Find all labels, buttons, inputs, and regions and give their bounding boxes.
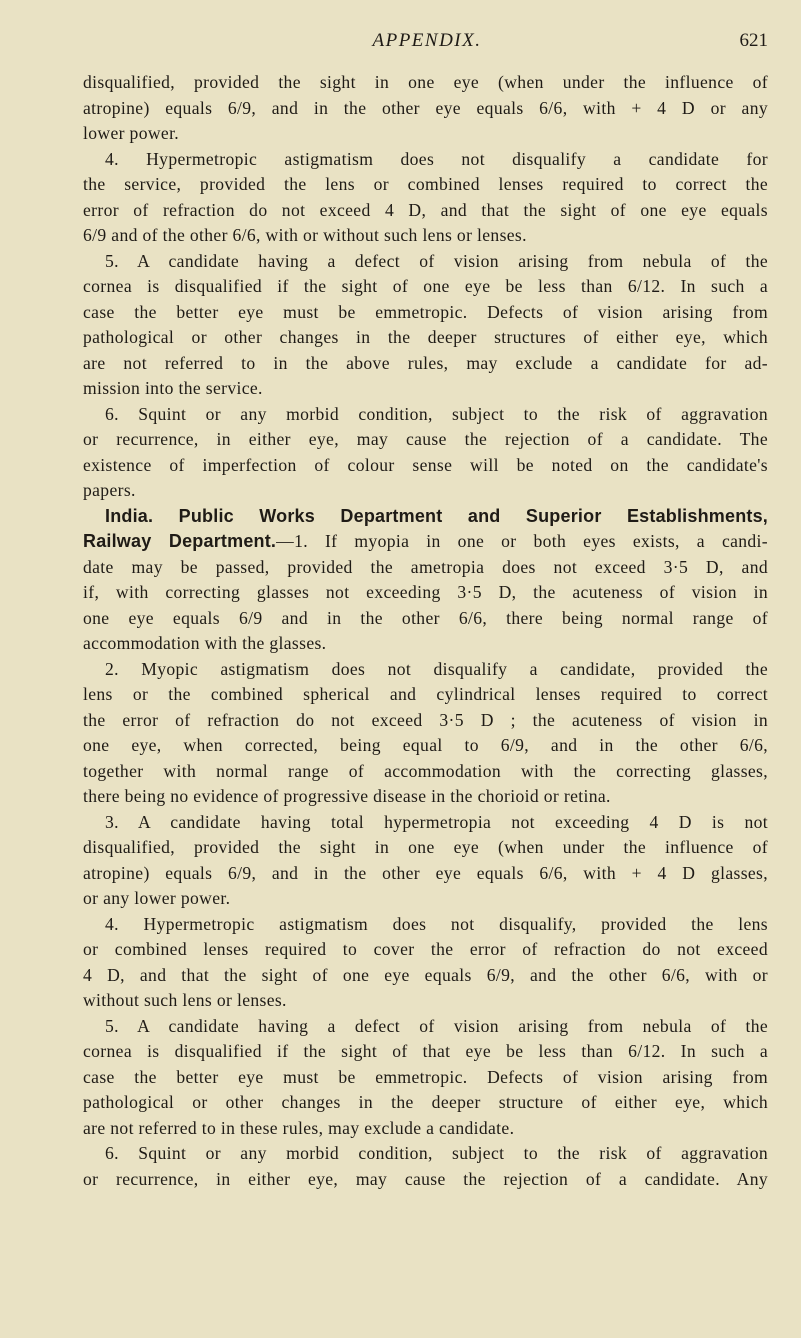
text-line <box>83 478 768 504</box>
line-text: cornea is disqualified if the sight of one eye be less than 6/12. In such a <box>83 276 768 296</box>
line-text: or any lower power. <box>83 888 231 908</box>
text-line <box>83 402 768 428</box>
line-text: together with normal range of accommodation with the correcting glasses, <box>83 760 768 781</box>
text-line <box>83 835 768 861</box>
text-line <box>83 963 768 989</box>
text-line <box>83 759 768 785</box>
line-text: 2. Myopic astigmatism does not disqualify a candidate, provided the <box>105 658 768 679</box>
line-text: one eye, when corrected, being equal to 6/9, and in the other 6/6, <box>83 735 768 755</box>
text-line <box>83 1167 768 1193</box>
line-text: if, with correcting glasses not exceeding 3·5 D, the acuteness of vision in <box>83 582 768 602</box>
line-text: one eye equals 6/9 and in the other 6/6, there being normal range of <box>83 607 768 628</box>
line-text: 3. A candidate having total hypermetropia not exceeding 4 D is not <box>105 811 768 832</box>
text-line <box>83 172 768 198</box>
line-text: lower power. <box>83 123 180 143</box>
body-text <box>83 70 768 1192</box>
line-text: 4. Hypermetropic astigmatism does not disqualify a candidate for <box>105 148 768 169</box>
line-text: or combined lenses required to cover the error of refraction do not exceed <box>83 939 768 959</box>
line-text: disqualified, provided the sight in one eye (when under the influence of <box>83 837 768 857</box>
text-line <box>83 96 768 122</box>
running-head: APPENDIX. <box>372 30 482 51</box>
line-text: papers. <box>83 480 136 500</box>
line-text: 4. Hypermetropic astigmatism does not disqualify, provided the lens <box>105 913 768 934</box>
text-line <box>83 1116 768 1142</box>
line-text: error of refraction do not exceed 4 D, and that the sight of one eye equals <box>83 199 768 220</box>
text-line <box>83 1141 768 1167</box>
text-line <box>83 733 768 759</box>
line-text: 6. Squint or any morbid condition, subject to the risk of aggravation <box>105 403 768 424</box>
line-text: or recurrence, in either eye, may cause the rejection of a candidate. The <box>83 429 768 449</box>
text-line <box>83 784 768 810</box>
line-text: disqualified, provided the sight in one eye (when under the influence of <box>83 72 768 92</box>
line-text: —1. If myopia in one or both eyes exists, a candi- <box>276 531 768 551</box>
section-heading: Railway Department. <box>83 531 277 551</box>
text-line <box>83 1065 768 1091</box>
text-line <box>83 223 768 249</box>
text-line <box>83 1014 768 1040</box>
text-line <box>83 147 768 173</box>
line-text: 6/9 and of the other 6/6, with or without such lens or lenses. <box>83 225 527 245</box>
text-line <box>83 555 768 581</box>
line-text: the error of refraction do not exceed 3·5 D ; the acuteness of vision in <box>83 709 768 730</box>
line-text: pathological or other changes in the deeper structures of either eye, which <box>83 327 768 347</box>
line-text: date may be passed, provided the ametropia does not exceed 3·5 D, and <box>83 556 768 577</box>
page-number: 621 <box>739 30 768 51</box>
line-text: 5. A candidate having a defect of vision arising from nebula of the <box>105 1015 768 1036</box>
line-text: are not referred to in the above rules, may exclude a candidate for ad- <box>83 352 768 373</box>
line-text: existence of imperfection of colour sense will be noted on the candidate's <box>83 454 768 475</box>
text-line <box>83 427 768 453</box>
text-line <box>83 453 768 479</box>
text-line <box>83 657 768 683</box>
text-line <box>83 70 768 96</box>
line-text: case the better eye must be emmetropic. Defects of vision arising from <box>83 1066 768 1087</box>
text-line <box>83 274 768 300</box>
page-header <box>86 30 768 54</box>
line-text: accommodation with the glasses. <box>83 633 327 653</box>
text-line <box>83 606 768 632</box>
text-line <box>83 861 768 887</box>
text-line <box>83 912 768 938</box>
line-text: mission into the service. <box>83 378 263 398</box>
text-line <box>83 988 768 1014</box>
line-text: pathological or other changes in the deeper structure of either eye, which <box>83 1092 768 1112</box>
text-line <box>83 580 768 606</box>
line-text: there being no evidence of progressive disease in the chorioid or retina. <box>83 786 611 806</box>
text-line <box>83 198 768 224</box>
text-line <box>83 300 768 326</box>
text-line <box>83 351 768 377</box>
text-line <box>83 1039 768 1065</box>
text-line <box>83 376 768 402</box>
text-line <box>83 121 768 147</box>
line-text: 4 D, and that the sight of one eye equals 6/9, and the other 6/6, with or <box>83 964 768 985</box>
text-line <box>83 886 768 912</box>
text-line <box>83 249 768 275</box>
text-line <box>83 504 768 530</box>
line-text: case the better eye must be emmetropic. Defects of vision arising from <box>83 301 768 322</box>
text-line <box>83 682 768 708</box>
text-line <box>83 325 768 351</box>
line-text: 6. Squint or any morbid condition, subject to the risk of aggravation <box>105 1143 768 1163</box>
line-text: or recurrence, in either eye, may cause the rejection of a candidate. Any <box>83 1168 768 1189</box>
section-heading: India. Public Works Department and Superior Establishments, <box>105 505 768 526</box>
line-text: cornea is disqualified if the sight of that eye be less than 6/12. In such a <box>83 1041 768 1061</box>
text-line <box>83 1090 768 1116</box>
line-text: the service, provided the lens or combined lenses required to correct the <box>83 174 768 194</box>
line-text: atropine) equals 6/9, and in the other eye equals 6/6, with + 4 D or any <box>83 97 768 118</box>
line-text: lens or the combined spherical and cylindrical lenses required to correct <box>83 684 768 704</box>
line-text: are not referred to in these rules, may exclude a candidate. <box>83 1117 515 1138</box>
text-line <box>83 937 768 963</box>
line-text: without such lens or lenses. <box>83 990 287 1010</box>
text-line <box>83 708 768 734</box>
line-text: 5. A candidate having a defect of vision arising from nebula of the <box>105 250 768 271</box>
line-text: atropine) equals 6/9, and in the other eye equals 6/6, with + 4 D glasses, <box>83 862 768 883</box>
text-line <box>83 529 768 555</box>
text-line <box>83 810 768 836</box>
text-line <box>83 631 768 657</box>
